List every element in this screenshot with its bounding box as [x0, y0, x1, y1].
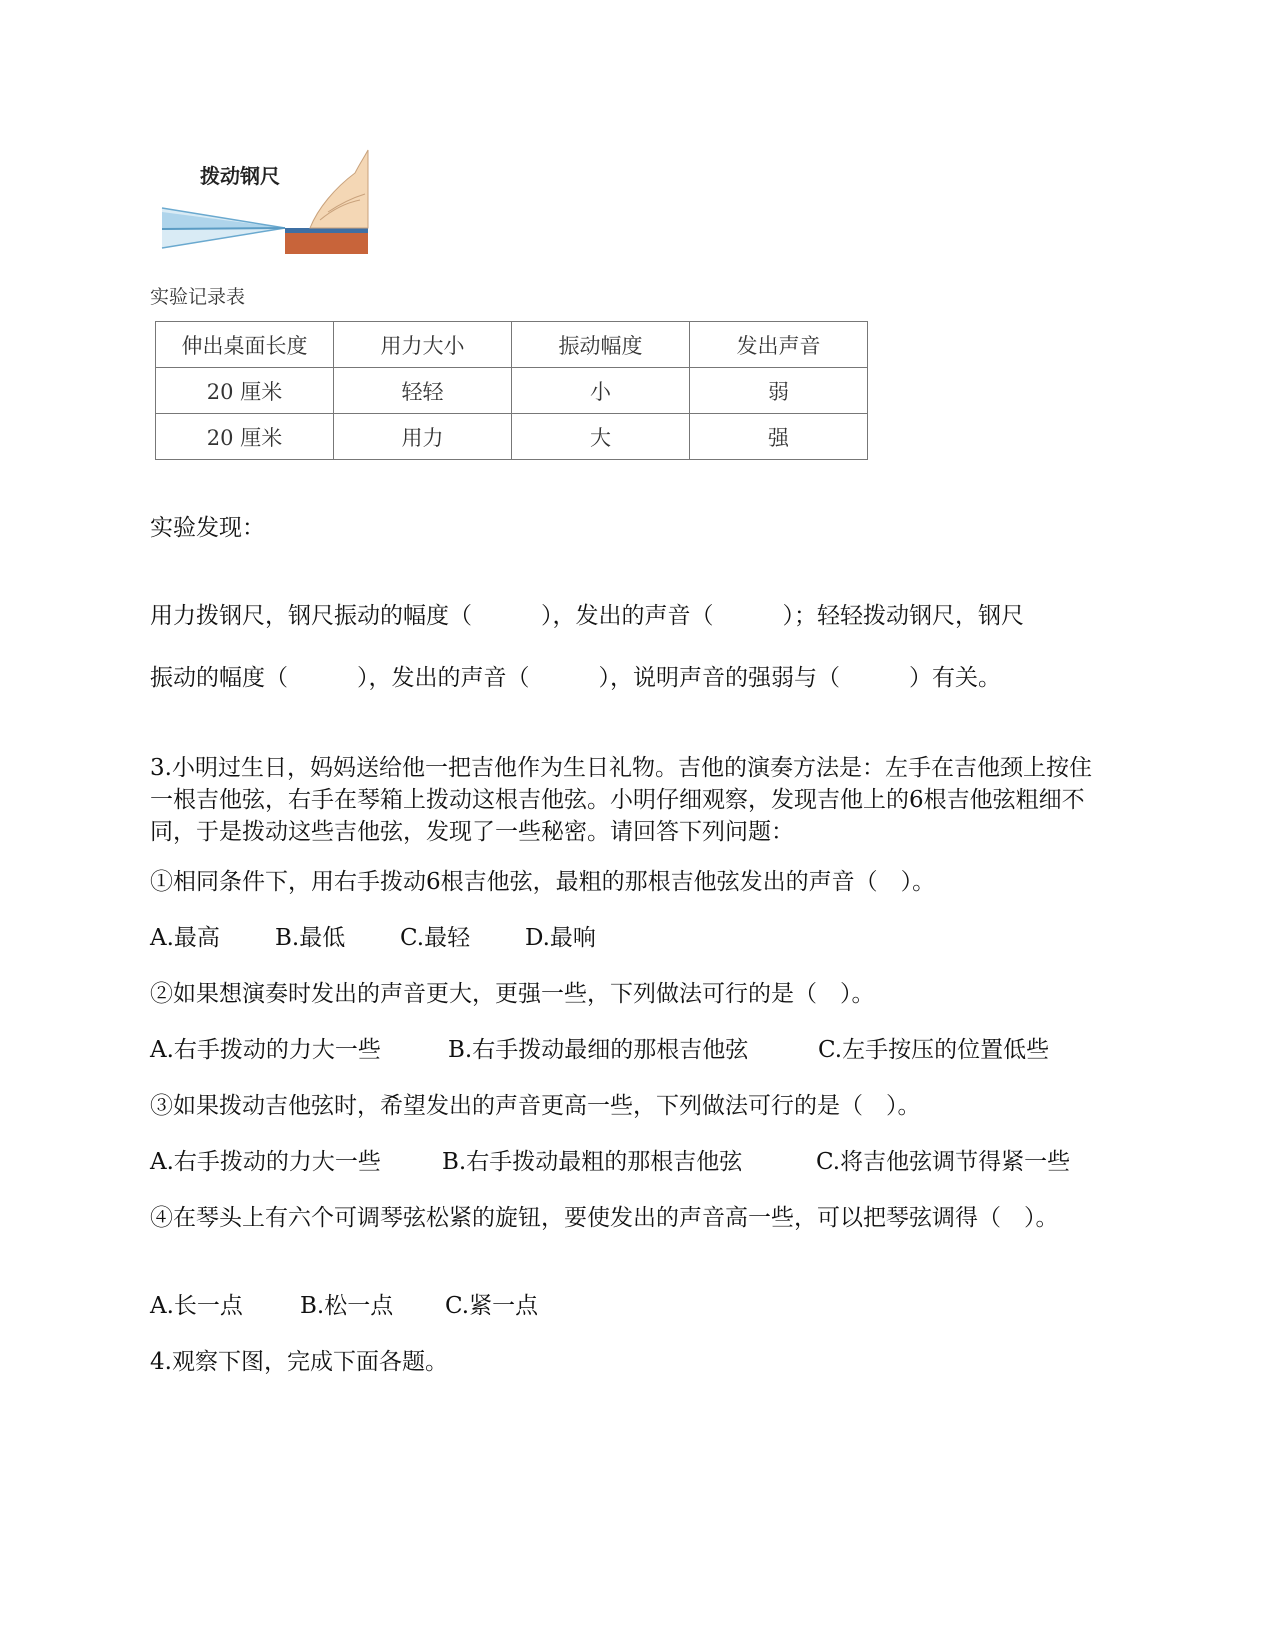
table-header-row [156, 322, 868, 368]
option: B.右手拨动最细的那根吉他弦 [448, 1037, 749, 1063]
table-header: 伸出桌面长度 [156, 322, 334, 368]
table-cell: 大 [512, 414, 690, 460]
question-3-intro: 3.小明过生日，妈妈送给他一把吉他作为生日礼物。吉他的演奏方法是：左手在吉他颈上按住一根吉他弦，右手在琴箱上拨动这根吉他弦。小明仔细观察，发现吉他上的6根吉他弦粗细不同，于是拨动这些吉他弦，发现了一些秘密。请回答下列问题： [150, 755, 1092, 845]
table-cell: 小 [512, 368, 690, 414]
option: C.最轻 [400, 925, 471, 951]
option: A.最高 [150, 925, 220, 951]
option: D.最响 [525, 925, 596, 951]
question-4-intro: 4.观察下图，完成下面各题。 [150, 1349, 448, 1375]
question-3-sub-4: ④在琴头上有六个可调琴弦松紧的旋钮，要使发出的声音高一些，可以把琴弦调得（ ）。 [150, 1205, 1059, 1231]
table-cell: 用力 [334, 414, 512, 460]
table-cell: 强 [690, 414, 868, 460]
ruler-figure [160, 148, 390, 268]
option: C.将吉他弦调节得紧一些 [816, 1149, 1071, 1175]
record-table [155, 321, 868, 460]
table-cell: 20 厘米 [156, 414, 334, 460]
figure-label: 拨动钢尺 [200, 164, 280, 188]
question-3-sub-4-options [150, 1290, 538, 1322]
table-row [156, 368, 868, 414]
table-header: 振动幅度 [512, 322, 690, 368]
question-3-sub-1-options [150, 922, 596, 954]
option: B.最低 [275, 925, 346, 951]
question-3-sub-2: ②如果想演奏时发出的声音更大，更强一些，下列做法可行的是（ ）。 [150, 981, 875, 1007]
option: A.长一点 [150, 1293, 243, 1319]
table-cell: 轻轻 [334, 368, 512, 414]
question-3-sub-2-options [150, 1034, 1049, 1066]
finding-line-1: 用力拨钢尺，钢尺振动的幅度（ ），发出的声音（ ）；轻轻拨动钢尺，钢尺 [150, 603, 1024, 629]
option: A.右手拨动的力大一些 [150, 1149, 381, 1175]
question-3-sub-1: ①相同条件下，用右手拨动6根吉他弦，最粗的那根吉他弦发出的声音（ ）。 [150, 869, 936, 895]
option: A.右手拨动的力大一些 [150, 1037, 381, 1063]
finding-title: 实验发现： [150, 515, 265, 541]
option: C.紧一点 [445, 1293, 539, 1319]
table-caption: 实验记录表 [150, 286, 246, 308]
table-cell: 20 厘米 [156, 368, 334, 414]
table-header: 用力大小 [334, 322, 512, 368]
finding-line-2: 振动的幅度（ ），发出的声音（ ），说明声音的强弱与（ ）有关。 [150, 665, 1001, 691]
table-header: 发出声音 [690, 322, 868, 368]
option: B.松一点 [300, 1293, 394, 1319]
question-3-sub-3: ③如果拨动吉他弦时，希望发出的声音更高一些，下列做法可行的是（ ）。 [150, 1093, 921, 1119]
table-row [156, 414, 868, 460]
question-3-sub-3-options [150, 1146, 1070, 1178]
option: B.右手拨动最粗的那根吉他弦 [442, 1149, 743, 1175]
option: C.左手按压的位置低些 [818, 1037, 1050, 1063]
table-cell: 弱 [690, 368, 868, 414]
